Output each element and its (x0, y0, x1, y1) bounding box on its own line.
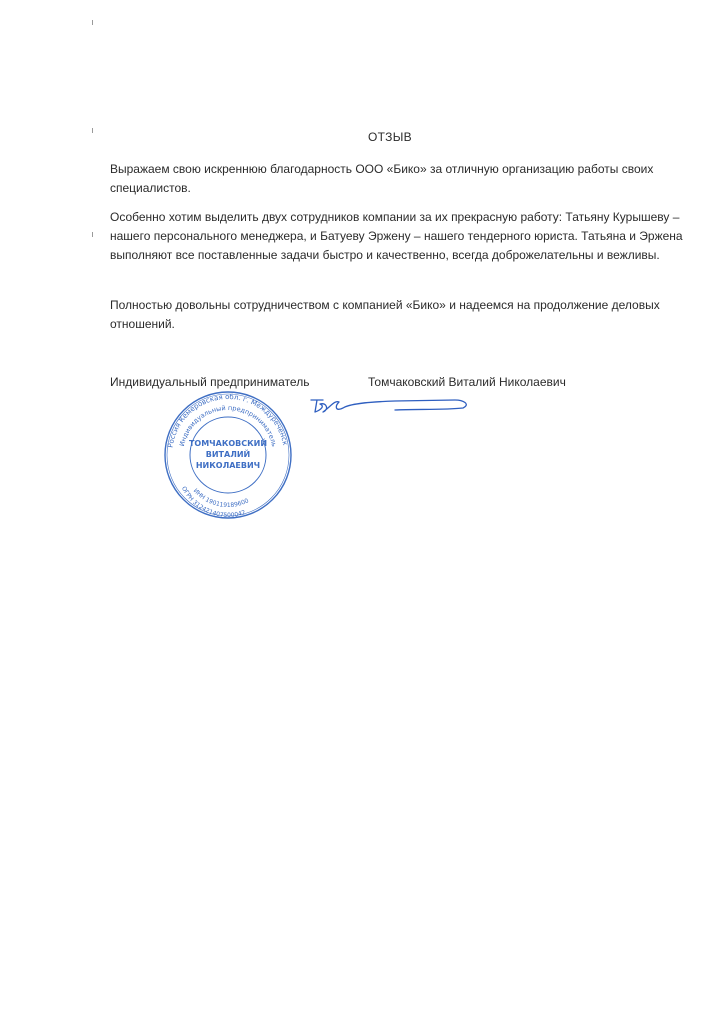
stamp-inner-ring-text: Индивидуальный предприниматель (177, 403, 279, 448)
stamp-outer-ring-text: Россия Кемеровская обл. г. Междуреченск (166, 392, 290, 449)
stamp-ogrn: ОГРН 312421407500042 (180, 485, 247, 520)
stamp-center-line-1: ТОМЧАКОВСКИЙ (188, 439, 268, 448)
document-title: ОТЗЫВ (368, 130, 412, 144)
signature-name: Томчаковский Виталий Николаевич (368, 375, 566, 389)
paragraph-cooperation: Полностью довольны сотрудничеством с компанией «Бико» и надеемся на продолжение деловых отношений. (110, 298, 660, 331)
paragraph-gratitude: Выражаем свою искреннюю благодарность ООО «Бико» за отличную организацию работы своих специалистов. (110, 162, 654, 195)
stamp-center-line-3: НИКОЛАЕВИЧ (195, 461, 261, 470)
stamp-center-line-2: ВИТАЛИЙ (205, 450, 251, 459)
scan-mark (92, 20, 93, 25)
signature-role: Индивидуальный предприниматель (110, 375, 310, 389)
company-stamp (163, 390, 293, 520)
scan-mark (92, 232, 93, 237)
handwritten-signature (305, 392, 480, 417)
stamp-inn: ИНН 190119189600 (191, 487, 250, 510)
paragraph-employees: Особенно хотим выделить двух сотрудников компании за их прекрасную работу: Татьяну Курышеву – нашего персонального менеджера, и Батуеву Эржену – нашего тендерного юриста. Татьяна и Эржена выполняют все поставленные задачи быстро и качественно, всегда доброжелательны и вежливы. (110, 210, 683, 262)
